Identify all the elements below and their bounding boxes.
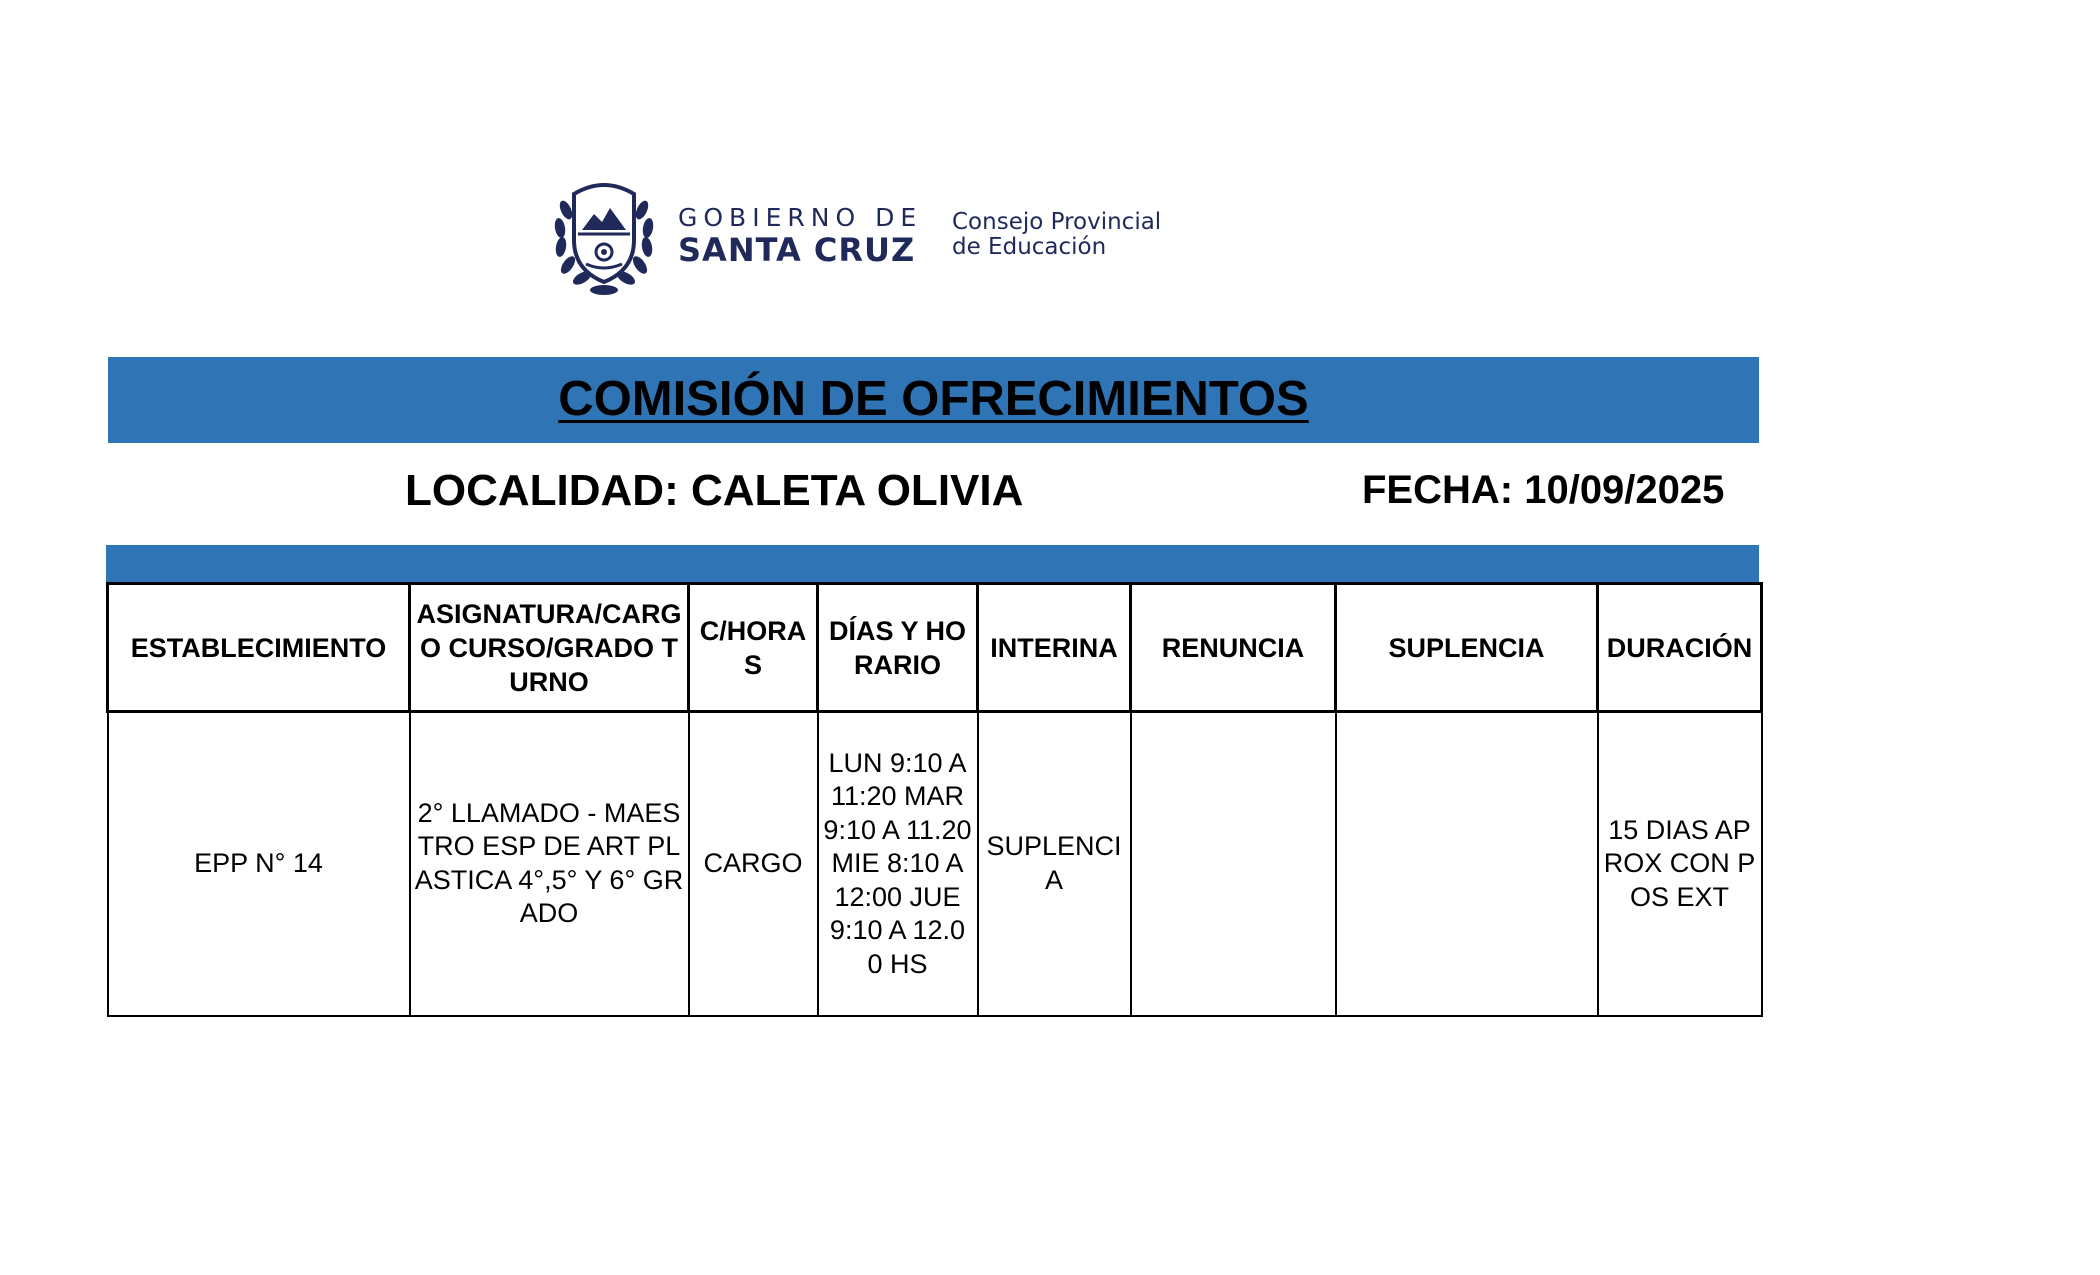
cell-interina: SUPLENCIA	[978, 712, 1131, 1016]
council-name	[952, 210, 1161, 260]
column-header-interina: INTERINA	[978, 584, 1131, 712]
cell-c-horas: CARGO	[689, 712, 818, 1016]
table-top-band	[106, 545, 1759, 582]
council-line-2: de Educación	[952, 234, 1107, 260]
council-line-1: Consejo Provincial	[952, 209, 1162, 235]
table-row	[108, 712, 1762, 1016]
column-header-establecimiento: ESTABLECIMIENTO	[108, 584, 410, 712]
province-name: SANTA CRUZ	[678, 231, 916, 269]
cell-duracion: 15 DIAS APROX CON POS EXT	[1598, 712, 1762, 1016]
column-header-dias-horario: DÍAS Y HORARIO	[818, 584, 978, 712]
government-name	[678, 204, 922, 268]
localidad-label: LOCALIDAD: CALETA OLIVIA	[405, 466, 1024, 515]
column-header-duracion: DURACIÓN	[1598, 584, 1762, 712]
cell-dias-horario: LUN 9:10 A 11:20 MAR 9:10 A 11.20 MIE 8:10 A 12:00 JUE 9:10 A 12.00 HS	[818, 712, 978, 1016]
column-header-suplencia: SUPLENCIA	[1336, 584, 1598, 712]
cell-asignatura: 2° LLAMADO - MAESTRO ESP DE ART PLASTICA 4°,5° Y 6° GRADO	[410, 712, 689, 1016]
coat-of-arms-icon	[552, 170, 656, 298]
table-header-row	[108, 584, 1762, 712]
cell-renuncia	[1131, 712, 1336, 1016]
column-header-c-horas: C/HORAS	[689, 584, 818, 712]
offers-table	[106, 582, 1763, 1017]
cell-suplencia	[1336, 712, 1598, 1016]
column-header-asignatura: ASIGNATURA/CARGO CURSO/GRADO TURNO	[410, 584, 689, 712]
government-label: GOBIERNO DE	[678, 203, 923, 232]
column-header-renuncia: RENUNCIA	[1131, 584, 1336, 712]
title-banner	[108, 357, 1759, 443]
page-title: COMISIÓN DE OFRECIMIENTOS	[558, 372, 1309, 426]
government-logo	[552, 170, 1202, 300]
cell-establecimiento: EPP N° 14	[108, 712, 410, 1016]
fecha-label: FECHA: 10/09/2025	[1362, 468, 1725, 512]
